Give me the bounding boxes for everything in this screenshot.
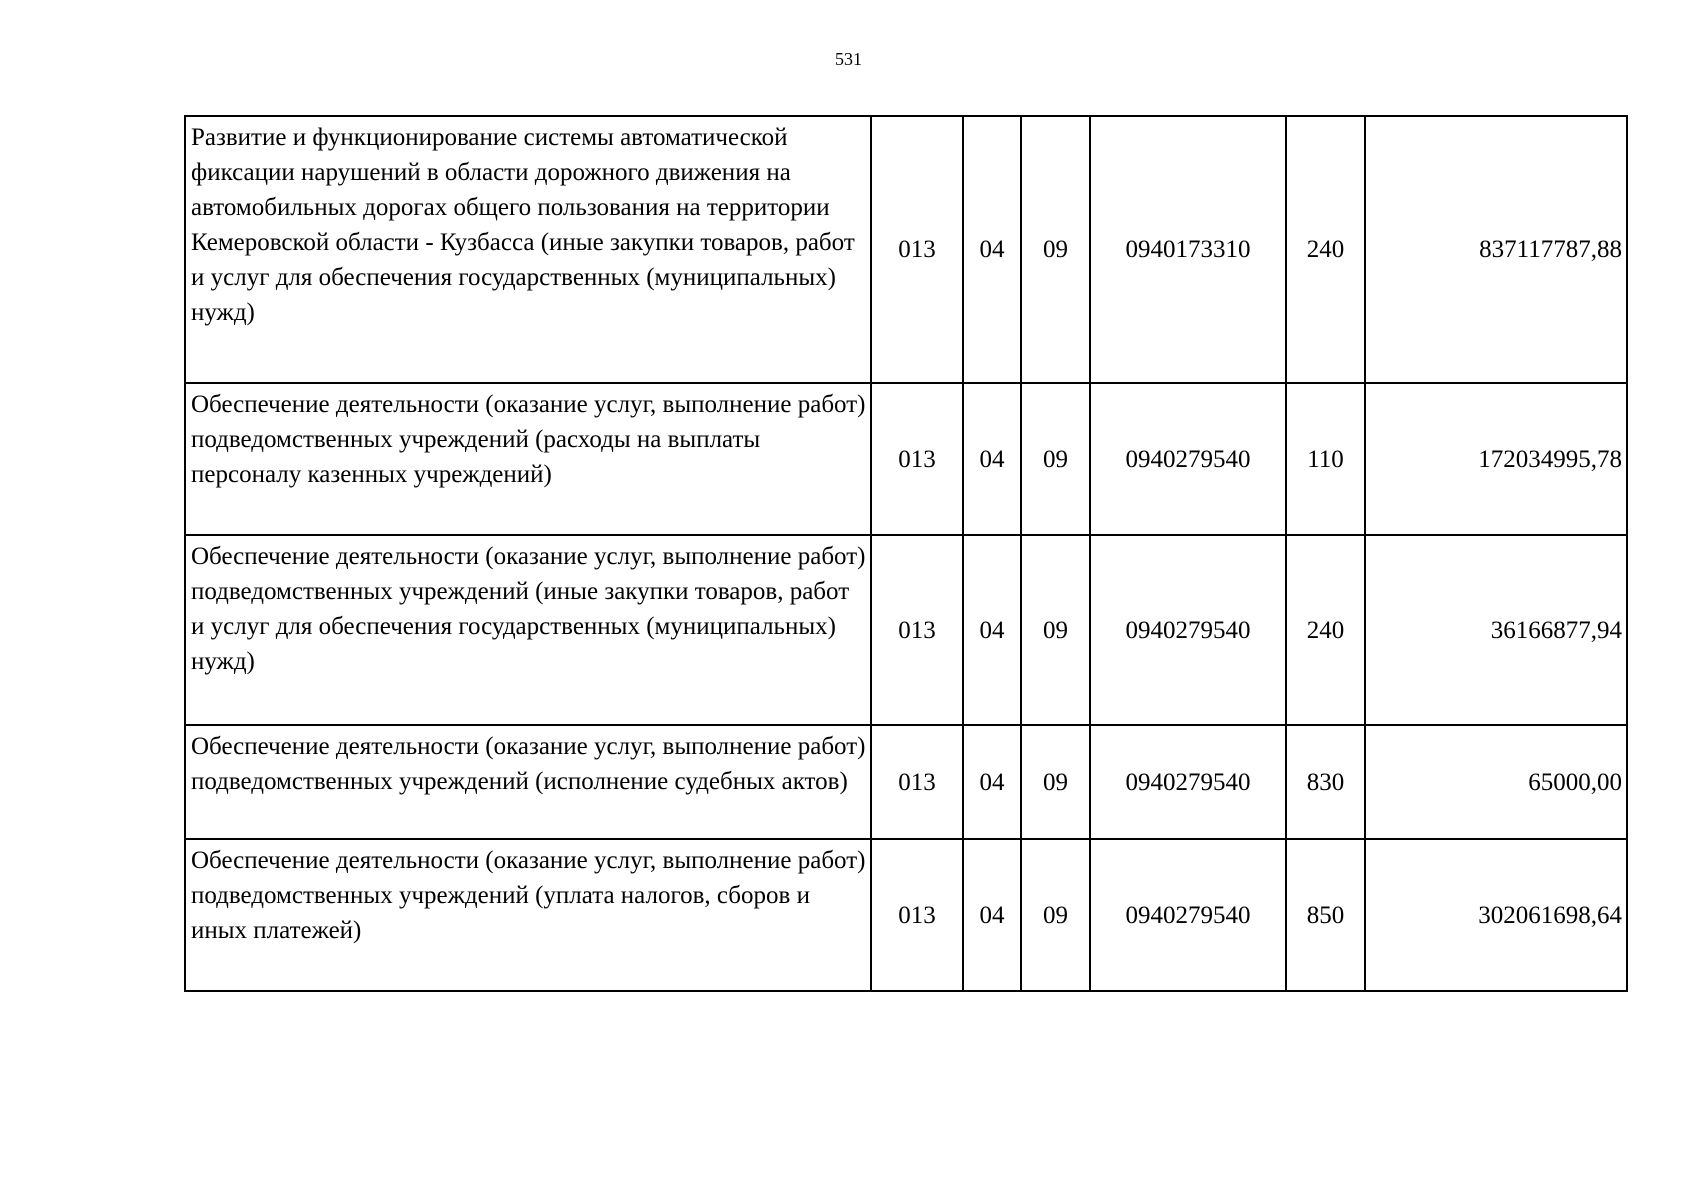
row-ministry-code: 013 — [871, 725, 963, 839]
row-ministry-code: 013 — [871, 839, 963, 991]
row-target-article: 0940173310 — [1090, 116, 1286, 383]
row-expense-type: 850 — [1286, 839, 1365, 991]
row-section-code: 04 — [963, 383, 1021, 535]
row-description: Обеспечение деятельности (оказание услуг, выполнение работ) подведомственных учреждений (уплата налогов, сборов и иных платежей) — [185, 839, 871, 991]
row-description: Обеспечение деятельности (оказание услуг, выполнение работ) подведомственных учреждений (исполнение судебных актов) — [185, 725, 871, 839]
row-description: Обеспечение деятельности (оказание услуг, выполнение работ) подведомственных учреждений (расходы на выплаты персоналу казенных учреждений) — [185, 383, 871, 535]
row-expense-type: 240 — [1286, 535, 1365, 725]
row-amount: 36166877,94 — [1365, 535, 1627, 725]
row-ministry-code: 013 — [871, 383, 963, 535]
table-row — [185, 725, 1627, 839]
row-description: Обеспечение деятельности (оказание услуг, выполнение работ) подведомственных учреждений (иные закупки товаров, работ и услуг для обеспечения государственных (муниципальных) нужд) — [185, 535, 871, 725]
table-row — [185, 839, 1627, 991]
table-row — [185, 535, 1627, 725]
row-amount: 302061698,64 — [1365, 839, 1627, 991]
row-description: Развитие и функционирование системы автоматической фиксации нарушений в области дорожного движения на автомобильных дорогах общего пользования на территории Кемеровской области - Кузбасса (иные закупки товаров, работ и услуг для обеспечения государственных (муниципальных) нужд) — [185, 116, 871, 383]
row-section-code: 04 — [963, 725, 1021, 839]
row-amount: 837117787,88 — [1365, 116, 1627, 383]
row-subsection-code: 09 — [1021, 839, 1090, 991]
row-subsection-code: 09 — [1021, 116, 1090, 383]
row-ministry-code: 013 — [871, 535, 963, 725]
row-section-code: 04 — [963, 116, 1021, 383]
row-target-article: 0940279540 — [1090, 535, 1286, 725]
table-row — [185, 116, 1627, 383]
row-target-article: 0940279540 — [1090, 725, 1286, 839]
row-section-code: 04 — [963, 535, 1021, 725]
row-subsection-code: 09 — [1021, 383, 1090, 535]
table-row — [185, 383, 1627, 535]
row-section-code: 04 — [963, 839, 1021, 991]
row-amount: 172034995,78 — [1365, 383, 1627, 535]
page-number: 531 — [835, 49, 862, 69]
row-ministry-code: 013 — [871, 116, 963, 383]
row-expense-type: 110 — [1286, 383, 1365, 535]
budget-table — [184, 115, 1628, 992]
row-expense-type: 240 — [1286, 116, 1365, 383]
row-expense-type: 830 — [1286, 725, 1365, 839]
row-amount: 65000,00 — [1365, 725, 1627, 839]
row-subsection-code: 09 — [1021, 725, 1090, 839]
row-target-article: 0940279540 — [1090, 383, 1286, 535]
row-target-article: 0940279540 — [1090, 839, 1286, 991]
row-subsection-code: 09 — [1021, 535, 1090, 725]
